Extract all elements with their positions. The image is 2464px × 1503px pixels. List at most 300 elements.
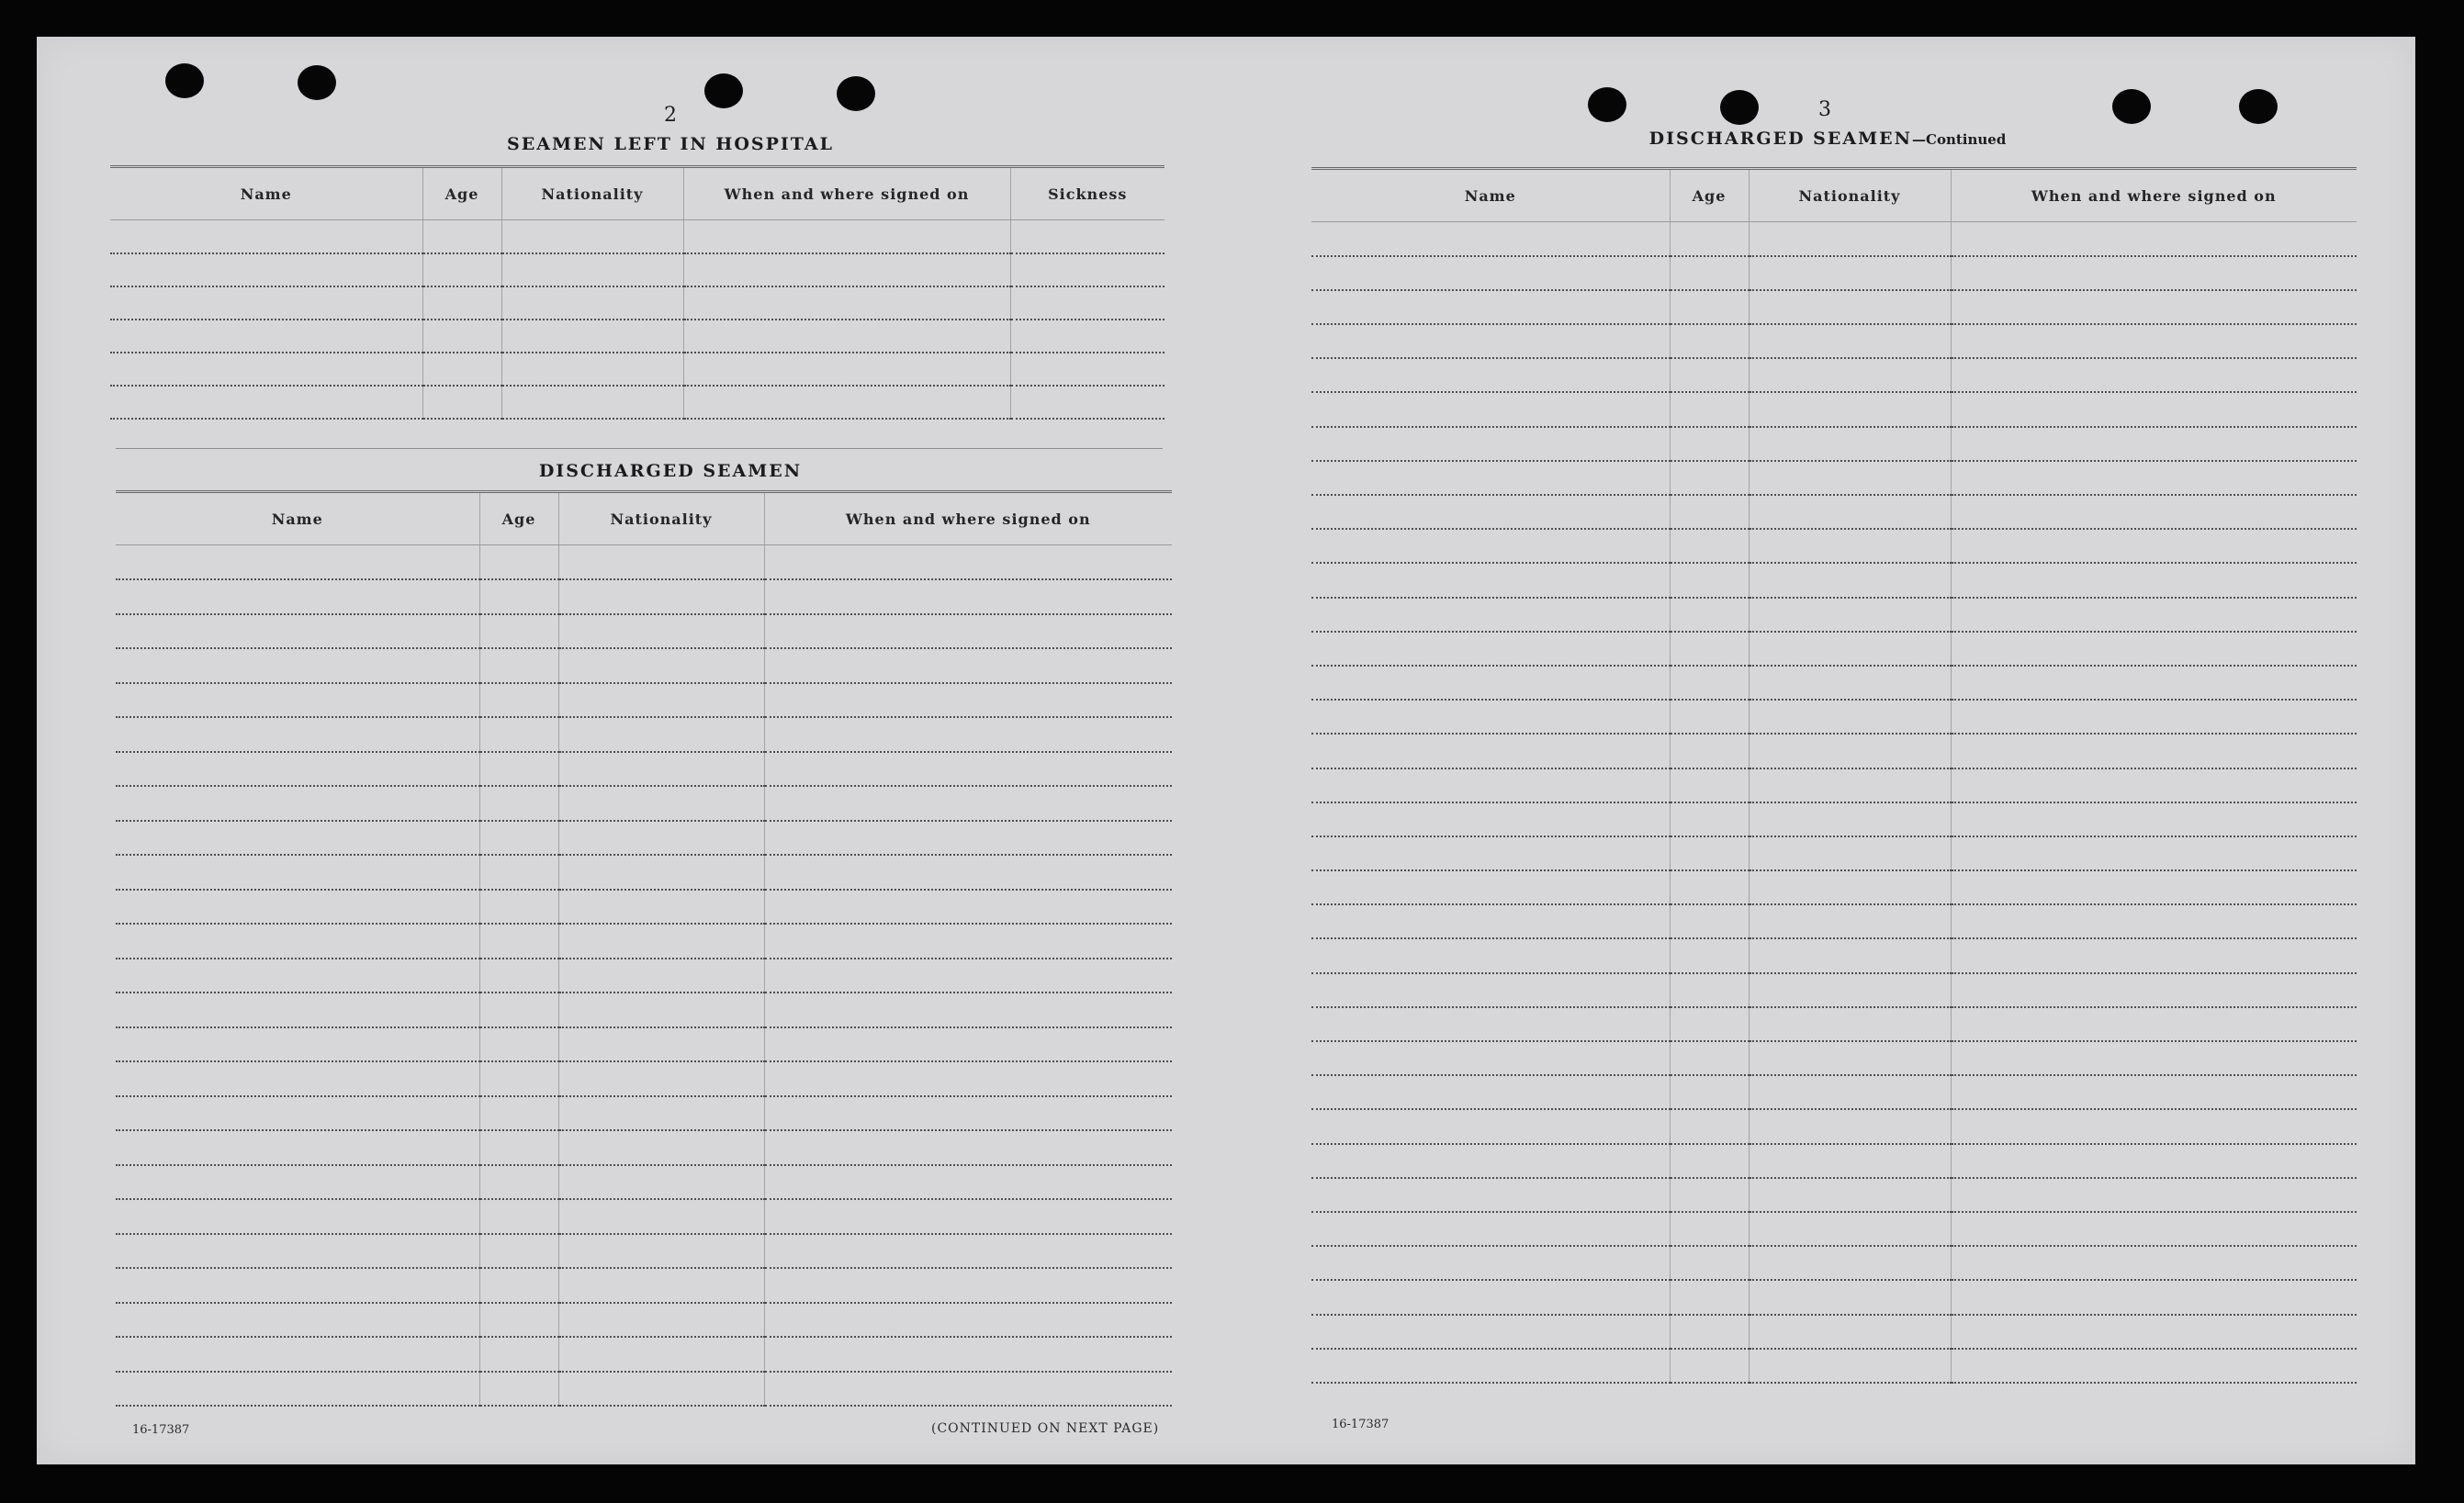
blank-cell[interactable]	[1311, 358, 1670, 392]
blank-cell[interactable]	[1670, 1075, 1749, 1109]
blank-cell[interactable]	[764, 1372, 1172, 1407]
blank-cell[interactable]	[764, 648, 1172, 683]
left-form-code: 16-17387	[132, 1423, 190, 1437]
blank-cell[interactable]	[558, 614, 764, 649]
blank-cell[interactable]	[1749, 1178, 1951, 1212]
blank-cell[interactable]	[764, 683, 1172, 718]
blank-cell[interactable]	[1749, 358, 1951, 392]
blank-cell[interactable]	[110, 253, 422, 286]
blank-cell[interactable]	[110, 220, 422, 253]
blank-cell[interactable]	[1311, 1349, 1670, 1383]
blank-cell[interactable]	[1670, 222, 1749, 256]
blank-cell[interactable]	[558, 1130, 764, 1165]
blank-cell[interactable]	[683, 253, 1010, 286]
punch-hole	[298, 65, 336, 100]
blank-cell[interactable]	[1951, 666, 2357, 700]
blank-cell[interactable]	[1749, 461, 1951, 495]
table-row	[116, 1372, 1172, 1407]
blank-cell[interactable]	[1951, 938, 2357, 972]
blank-cell[interactable]	[1951, 870, 2357, 904]
blank-cell[interactable]	[1670, 768, 1749, 802]
blank-cell[interactable]	[116, 1130, 479, 1165]
blank-cell[interactable]	[1749, 1349, 1951, 1383]
table-row	[1311, 1109, 2357, 1143]
blank-cell[interactable]	[1749, 938, 1951, 972]
blank-cell[interactable]	[1749, 1144, 1951, 1178]
blank-cell[interactable]	[422, 286, 501, 320]
blank-cell[interactable]	[1670, 324, 1749, 358]
blank-cell[interactable]	[1951, 904, 2357, 938]
blank-cell[interactable]	[110, 320, 422, 353]
blank-cell[interactable]	[683, 220, 1010, 253]
blank-cell[interactable]	[1010, 386, 1164, 419]
blank-cell[interactable]	[1951, 461, 2357, 495]
blank-cell[interactable]	[479, 821, 558, 856]
blank-cell[interactable]	[479, 1061, 558, 1096]
blank-cell[interactable]	[501, 320, 683, 353]
blank-cell[interactable]	[558, 1268, 764, 1303]
blank-cell[interactable]	[479, 1199, 558, 1234]
punch-hole	[1720, 90, 1759, 125]
table-row	[110, 220, 1164, 253]
blank-cell[interactable]	[764, 1165, 1172, 1200]
blank-cell[interactable]	[479, 717, 558, 752]
blank-cell[interactable]	[1749, 392, 1951, 426]
left-page-number: 2	[664, 104, 677, 127]
blank-cell[interactable]	[1749, 256, 1951, 290]
blank-cell[interactable]	[116, 1337, 479, 1372]
blank-cell[interactable]	[558, 752, 764, 787]
blank-cell[interactable]	[1311, 290, 1670, 324]
blank-cell[interactable]	[1749, 1212, 1951, 1246]
blank-cell[interactable]	[479, 614, 558, 649]
blank-cell[interactable]	[1670, 1315, 1749, 1349]
blank-cell[interactable]	[1951, 358, 2357, 392]
blank-cell[interactable]	[1951, 1144, 2357, 1178]
blank-cell[interactable]	[422, 386, 501, 419]
blank-cell[interactable]	[1010, 220, 1164, 253]
blank-cell[interactable]	[1670, 1280, 1749, 1314]
blank-cell[interactable]	[1311, 1246, 1670, 1280]
blank-cell[interactable]	[479, 890, 558, 925]
blank-cell[interactable]	[1951, 222, 2357, 256]
blank-cell[interactable]	[479, 1234, 558, 1269]
continued-note: (CONTINUED ON NEXT PAGE)	[931, 1421, 1160, 1436]
blank-cell[interactable]	[116, 545, 479, 580]
blank-cell[interactable]	[501, 353, 683, 386]
blank-cell[interactable]	[1311, 495, 1670, 529]
blank-cell[interactable]	[683, 353, 1010, 386]
blank-cell[interactable]	[764, 1337, 1172, 1372]
blank-cell[interactable]	[1311, 768, 1670, 802]
blank-cell[interactable]	[1951, 1349, 2357, 1383]
blank-cell[interactable]	[558, 993, 764, 1027]
blank-cell[interactable]	[422, 320, 501, 353]
col-header-nationality: Nationality	[501, 167, 683, 220]
blank-cell[interactable]	[1311, 973, 1670, 1007]
blank-cell[interactable]	[501, 286, 683, 320]
table-row	[1311, 1144, 2357, 1178]
blank-cell[interactable]	[1311, 1075, 1670, 1109]
blank-cell[interactable]	[1010, 286, 1164, 320]
blank-cell[interactable]	[479, 648, 558, 683]
blank-cell[interactable]	[1749, 904, 1951, 938]
blank-cell[interactable]	[1951, 529, 2357, 563]
blank-cell[interactable]	[1311, 1007, 1670, 1041]
blank-cell[interactable]	[116, 1061, 479, 1096]
table-row	[1311, 461, 2357, 495]
blank-cell[interactable]	[116, 1165, 479, 1200]
blank-cell[interactable]	[1951, 427, 2357, 461]
right-page-number: 3	[1818, 98, 1831, 121]
blank-cell[interactable]	[479, 683, 558, 718]
blank-cell[interactable]	[558, 786, 764, 821]
blank-cell[interactable]	[1311, 563, 1670, 597]
blank-cell[interactable]	[501, 253, 683, 286]
blank-cell[interactable]	[558, 1096, 764, 1131]
blank-cell[interactable]	[1670, 1349, 1749, 1383]
blank-cell[interactable]	[1749, 495, 1951, 529]
blank-cell[interactable]	[558, 1372, 764, 1407]
blank-cell[interactable]	[116, 614, 479, 649]
table-row	[110, 253, 1164, 286]
blank-cell[interactable]	[479, 545, 558, 580]
blank-cell[interactable]	[764, 717, 1172, 752]
col-header-age: Age	[479, 492, 558, 545]
blank-cell[interactable]	[1670, 529, 1749, 563]
blank-cell[interactable]	[1311, 1144, 1670, 1178]
blank-cell[interactable]	[1311, 632, 1670, 666]
blank-cell[interactable]	[1670, 904, 1749, 938]
blank-cell[interactable]	[1311, 598, 1670, 632]
blank-cell[interactable]	[1951, 1041, 2357, 1075]
blank-cell[interactable]	[683, 320, 1010, 353]
blank-cell[interactable]	[764, 1199, 1172, 1234]
blank-cell[interactable]	[558, 1027, 764, 1062]
blank-cell[interactable]	[479, 1303, 558, 1338]
blank-cell[interactable]	[479, 1337, 558, 1372]
blank-cell[interactable]	[558, 683, 764, 718]
blank-cell[interactable]	[1951, 802, 2357, 836]
blank-cell[interactable]	[1951, 1178, 2357, 1212]
blank-cell[interactable]	[764, 614, 1172, 649]
blank-cell[interactable]	[422, 220, 501, 253]
table-row	[1311, 632, 2357, 666]
blank-cell[interactable]	[1670, 392, 1749, 426]
blank-cell[interactable]	[1749, 1075, 1951, 1109]
blank-cell[interactable]	[1951, 392, 2357, 426]
scanned-document	[37, 37, 2415, 1464]
blank-cell[interactable]	[116, 1268, 479, 1303]
blank-cell[interactable]	[479, 786, 558, 821]
blank-cell[interactable]	[1749, 1007, 1951, 1041]
blank-cell[interactable]	[1311, 256, 1670, 290]
blank-cell[interactable]	[1749, 563, 1951, 597]
blank-cell[interactable]	[1670, 938, 1749, 972]
blank-cell[interactable]	[1951, 495, 2357, 529]
blank-cell[interactable]	[116, 1027, 479, 1062]
blank-cell[interactable]	[1951, 1075, 2357, 1109]
table-row	[1311, 324, 2357, 358]
blank-cell[interactable]	[1951, 256, 2357, 290]
blank-cell[interactable]	[1670, 563, 1749, 597]
blank-cell[interactable]	[110, 353, 422, 386]
blank-cell[interactable]	[1951, 1212, 2357, 1246]
blank-cell[interactable]	[1749, 836, 1951, 870]
table-row	[1311, 700, 2357, 734]
blank-cell[interactable]	[1670, 666, 1749, 700]
blank-cell[interactable]	[479, 855, 558, 890]
blank-cell[interactable]	[764, 1061, 1172, 1096]
blank-cell[interactable]	[479, 1372, 558, 1407]
blank-cell[interactable]	[1311, 1315, 1670, 1349]
blank-cell[interactable]	[1951, 836, 2357, 870]
blank-cell[interactable]	[764, 1234, 1172, 1269]
blank-cell[interactable]	[1311, 427, 1670, 461]
blank-cell[interactable]	[1749, 324, 1951, 358]
blank-cell[interactable]	[116, 993, 479, 1027]
blank-cell[interactable]	[1670, 461, 1749, 495]
blank-cell[interactable]	[1670, 802, 1749, 836]
blank-cell[interactable]	[558, 1234, 764, 1269]
punch-hole	[165, 63, 204, 98]
blank-cell[interactable]	[1670, 1178, 1749, 1212]
blank-cell[interactable]	[110, 286, 422, 320]
blank-cell[interactable]	[1749, 973, 1951, 1007]
blank-cell[interactable]	[1670, 870, 1749, 904]
blank-cell[interactable]	[479, 752, 558, 787]
blank-cell[interactable]	[1311, 904, 1670, 938]
blank-cell[interactable]	[1749, 700, 1951, 734]
blank-cell[interactable]	[764, 1027, 1172, 1062]
blank-cell[interactable]	[116, 821, 479, 856]
blank-cell[interactable]	[1749, 222, 1951, 256]
blank-cell[interactable]	[558, 855, 764, 890]
blank-cell[interactable]	[558, 1061, 764, 1096]
blank-cell[interactable]	[1670, 1109, 1749, 1143]
blank-cell[interactable]	[764, 786, 1172, 821]
blank-cell[interactable]	[1951, 632, 2357, 666]
blank-cell[interactable]	[1010, 320, 1164, 353]
blank-cell[interactable]	[1749, 427, 1951, 461]
col-header-nationality: Nationality	[558, 492, 764, 545]
blank-cell[interactable]	[1311, 461, 1670, 495]
blank-cell[interactable]	[1749, 734, 1951, 768]
blank-cell[interactable]	[116, 683, 479, 718]
blank-cell[interactable]	[1749, 870, 1951, 904]
blank-cell[interactable]	[479, 993, 558, 1027]
blank-cell[interactable]	[764, 1303, 1172, 1338]
blank-cell[interactable]	[1670, 256, 1749, 290]
blank-cell[interactable]	[683, 286, 1010, 320]
blank-cell[interactable]	[479, 1027, 558, 1062]
blank-cell[interactable]	[1010, 253, 1164, 286]
blank-cell[interactable]	[1951, 973, 2357, 1007]
blank-cell[interactable]	[1670, 427, 1749, 461]
blank-cell[interactable]	[558, 1303, 764, 1338]
blank-cell[interactable]	[764, 752, 1172, 787]
blank-cell[interactable]	[1951, 768, 2357, 802]
blank-cell[interactable]	[479, 924, 558, 959]
blank-cell[interactable]	[764, 993, 1172, 1027]
blank-cell[interactable]	[479, 1268, 558, 1303]
blank-cell[interactable]	[558, 959, 764, 993]
table-row	[1311, 768, 2357, 802]
blank-cell[interactable]	[116, 717, 479, 752]
right-section-title	[1561, 129, 2094, 149]
blank-cell[interactable]	[479, 579, 558, 614]
blank-cell[interactable]	[764, 924, 1172, 959]
blank-cell[interactable]	[479, 1096, 558, 1131]
blank-cell[interactable]	[1311, 734, 1670, 768]
blank-cell[interactable]	[1311, 324, 1670, 358]
blank-cell[interactable]	[1670, 973, 1749, 1007]
blank-cell[interactable]	[558, 890, 764, 925]
table-row	[116, 1130, 1172, 1165]
blank-cell[interactable]	[1311, 222, 1670, 256]
blank-cell[interactable]	[116, 1199, 479, 1234]
blank-cell[interactable]	[558, 1199, 764, 1234]
col-header-signed-on: When and where signed on	[683, 167, 1010, 220]
blank-cell[interactable]	[1749, 1315, 1951, 1349]
blank-cell[interactable]	[422, 253, 501, 286]
blank-cell[interactable]	[1951, 290, 2357, 324]
blank-cell[interactable]	[1749, 768, 1951, 802]
blank-cell[interactable]	[1311, 666, 1670, 700]
table-row	[1311, 1041, 2357, 1075]
blank-cell[interactable]	[1010, 353, 1164, 386]
blank-cell[interactable]	[1749, 529, 1951, 563]
blank-cell[interactable]	[1670, 358, 1749, 392]
blank-cell[interactable]	[1311, 802, 1670, 836]
blank-cell[interactable]	[479, 959, 558, 993]
blank-cell[interactable]	[1670, 290, 1749, 324]
blank-cell[interactable]	[1749, 1246, 1951, 1280]
blank-cell[interactable]	[1311, 870, 1670, 904]
blank-cell[interactable]	[1951, 598, 2357, 632]
blank-cell[interactable]	[1749, 632, 1951, 666]
table-row	[116, 1199, 1172, 1234]
blank-cell[interactable]	[116, 752, 479, 787]
blank-cell[interactable]	[1670, 700, 1749, 734]
blank-cell[interactable]	[116, 1096, 479, 1131]
blank-cell[interactable]	[1749, 666, 1951, 700]
blank-cell[interactable]	[1749, 1041, 1951, 1075]
table-row	[110, 386, 1164, 419]
blank-cell[interactable]	[1749, 598, 1951, 632]
table-row	[1311, 1007, 2357, 1041]
table-row	[1311, 938, 2357, 972]
blank-cell[interactable]	[558, 1165, 764, 1200]
blank-cell[interactable]	[1670, 598, 1749, 632]
blank-cell[interactable]	[1311, 392, 1670, 426]
blank-cell[interactable]	[1951, 1109, 2357, 1143]
blank-cell[interactable]	[116, 855, 479, 890]
blank-cell[interactable]	[1311, 938, 1670, 972]
table-row	[116, 717, 1172, 752]
blank-cell[interactable]	[116, 1303, 479, 1338]
blank-cell[interactable]	[1951, 563, 2357, 597]
table-row	[1311, 222, 2357, 256]
blank-cell[interactable]	[1951, 1007, 2357, 1041]
blank-cell[interactable]	[1670, 632, 1749, 666]
blank-cell[interactable]	[116, 890, 479, 925]
blank-cell[interactable]	[764, 855, 1172, 890]
blank-cell[interactable]	[764, 579, 1172, 614]
blank-cell[interactable]	[1670, 1007, 1749, 1041]
blank-cell[interactable]	[683, 386, 1010, 419]
blank-cell[interactable]	[1311, 836, 1670, 870]
table-row	[116, 890, 1172, 925]
blank-cell[interactable]	[116, 959, 479, 993]
blank-cell[interactable]	[1311, 1178, 1670, 1212]
blank-cell[interactable]	[1670, 1212, 1749, 1246]
blank-cell[interactable]	[764, 959, 1172, 993]
blank-cell[interactable]	[1951, 1280, 2357, 1314]
blank-cell[interactable]	[558, 545, 764, 580]
blank-cell[interactable]	[1311, 700, 1670, 734]
blank-cell[interactable]	[1670, 495, 1749, 529]
blank-cell[interactable]	[501, 386, 683, 419]
blank-cell[interactable]	[1951, 324, 2357, 358]
blank-cell[interactable]	[764, 1268, 1172, 1303]
blank-cell[interactable]	[1311, 1109, 1670, 1143]
blank-cell[interactable]	[116, 1234, 479, 1269]
blank-cell[interactable]	[110, 386, 422, 419]
blank-cell[interactable]	[764, 545, 1172, 580]
blank-cell[interactable]	[1749, 290, 1951, 324]
blank-cell[interactable]	[1951, 734, 2357, 768]
blank-cell[interactable]	[422, 353, 501, 386]
blank-cell[interactable]	[1311, 529, 1670, 563]
table-row	[116, 1303, 1172, 1338]
blank-cell[interactable]	[116, 1372, 479, 1407]
blank-cell[interactable]	[116, 924, 479, 959]
blank-cell[interactable]	[116, 579, 479, 614]
blank-cell[interactable]	[1670, 1144, 1749, 1178]
blank-cell[interactable]	[558, 1337, 764, 1372]
blank-cell[interactable]	[1670, 836, 1749, 870]
blank-cell[interactable]	[116, 648, 479, 683]
blank-cell[interactable]	[479, 1130, 558, 1165]
blank-cell[interactable]	[1749, 1280, 1951, 1314]
blank-cell[interactable]	[764, 821, 1172, 856]
blank-cell[interactable]	[501, 220, 683, 253]
blank-cell[interactable]	[558, 821, 764, 856]
blank-cell[interactable]	[479, 1165, 558, 1200]
blank-cell[interactable]	[764, 1130, 1172, 1165]
blank-cell[interactable]	[1311, 1280, 1670, 1314]
blank-cell[interactable]	[1951, 700, 2357, 734]
blank-cell[interactable]	[558, 648, 764, 683]
blank-cell[interactable]	[1951, 1315, 2357, 1349]
blank-cell[interactable]	[116, 786, 479, 821]
blank-cell[interactable]	[764, 1096, 1172, 1131]
table-row	[116, 1165, 1172, 1200]
blank-cell[interactable]	[1749, 802, 1951, 836]
blank-cell[interactable]	[1670, 734, 1749, 768]
blank-cell[interactable]	[558, 717, 764, 752]
blank-cell[interactable]	[1670, 1041, 1749, 1075]
blank-cell[interactable]	[1951, 1246, 2357, 1280]
blank-cell[interactable]	[1311, 1212, 1670, 1246]
blank-cell[interactable]	[1670, 1246, 1749, 1280]
blank-cell[interactable]	[558, 579, 764, 614]
blank-cell[interactable]	[1311, 1041, 1670, 1075]
blank-cell[interactable]	[1749, 1109, 1951, 1143]
blank-cell[interactable]	[764, 890, 1172, 925]
blank-cell[interactable]	[558, 924, 764, 959]
